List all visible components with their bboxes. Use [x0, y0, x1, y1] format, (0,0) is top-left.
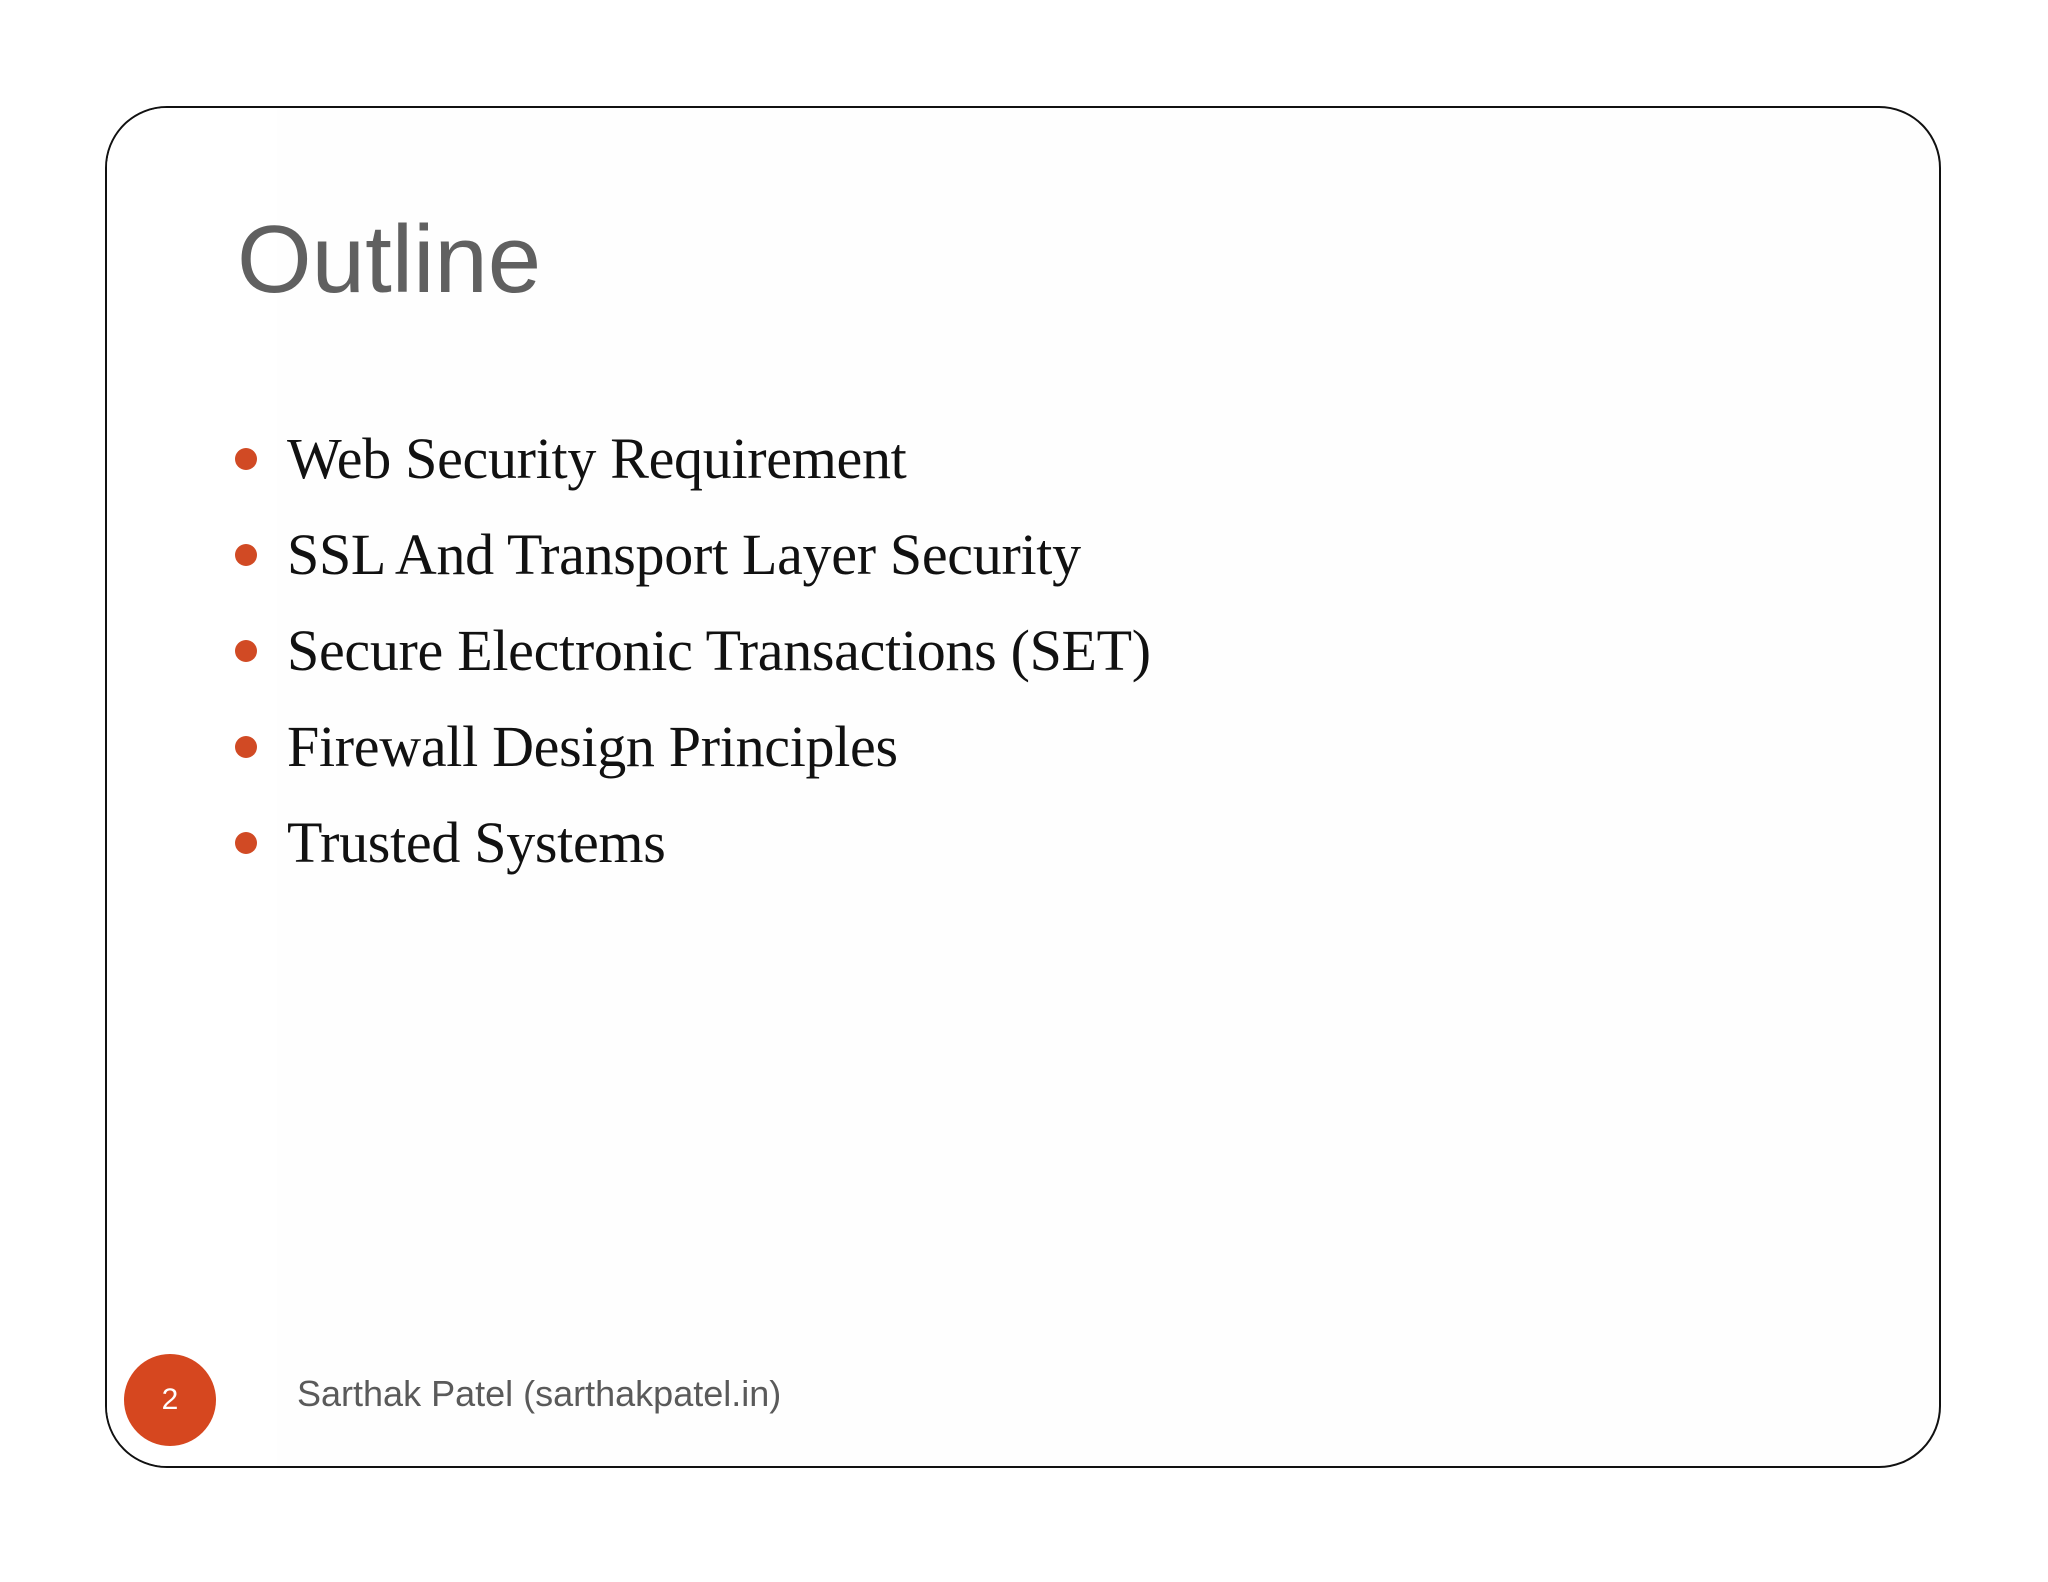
bullet-item — [235, 411, 1151, 507]
slide-title: Outline — [237, 206, 542, 313]
bullet-dot-icon — [235, 736, 257, 758]
bullet-dot-icon — [235, 640, 257, 662]
bullet-item — [235, 699, 1151, 795]
bullet-dot-icon — [235, 448, 257, 470]
bullet-text: Secure Electronic Transactions (SET) — [287, 618, 1151, 683]
bullet-item — [235, 603, 1151, 699]
bullet-text: Web Security Requirement — [287, 426, 907, 491]
bullet-item — [235, 795, 1151, 891]
bullet-list — [235, 411, 1151, 891]
bullet-dot-icon — [235, 832, 257, 854]
footer-text: Sarthak Patel (sarthakpatel.in) — [297, 1373, 782, 1414]
slide — [105, 106, 1941, 1468]
bullet-text: SSL And Transport Layer Security — [287, 522, 1081, 587]
bullet-text: Firewall Design Principles — [287, 714, 898, 779]
slide-number-badge: 2 — [124, 1354, 216, 1446]
bullet-text: Trusted Systems — [287, 810, 666, 875]
bullet-dot-icon — [235, 544, 257, 566]
bullet-item — [235, 507, 1151, 603]
